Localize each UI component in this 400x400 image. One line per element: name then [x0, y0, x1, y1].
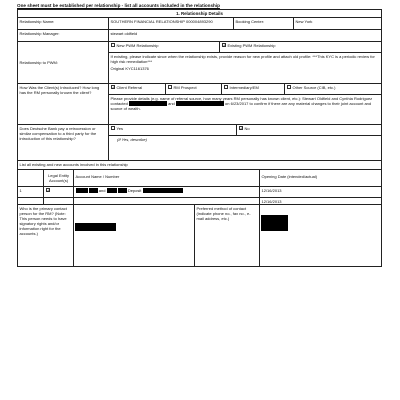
retrocession-content	[108, 125, 381, 160]
retro-no-checkbox[interactable]	[239, 126, 243, 130]
accounts-header-row	[18, 169, 381, 186]
introduced-label: How Was the Client(s) Introduced? How long has the RM personally known the client?	[19, 85, 100, 95]
redaction	[176, 101, 224, 106]
opening-date-cell: 12/16/2013	[259, 198, 381, 204]
opening-date-cell: 12/16/2013	[259, 187, 381, 197]
legal-entity-checkbox[interactable]	[46, 188, 50, 192]
retro-yes-option[interactable]	[109, 125, 236, 135]
retro-no-label: No	[244, 126, 250, 131]
booking-center-label: Booking Center:	[233, 18, 293, 29]
account-row-num: 1	[19, 188, 22, 193]
relationship-manager-label: Relationship Manager:	[19, 31, 60, 36]
accounts-intro: List all existing and new accounts involved in this relationship	[19, 162, 128, 167]
opening-date-header: Opening Date (intended/actual)	[259, 170, 381, 186]
preferred-contact-value	[259, 205, 381, 266]
existing-pwm-checkbox[interactable]	[222, 43, 226, 47]
intermediary-option[interactable]	[221, 84, 284, 94]
redaction	[90, 223, 102, 231]
redaction	[89, 188, 98, 193]
intermediary-checkbox[interactable]	[224, 85, 228, 89]
new-pwm-option[interactable]	[109, 42, 219, 52]
redaction	[261, 215, 288, 231]
retro-if-yes: (If Yes, describe)	[117, 137, 147, 142]
relationship-form	[17, 9, 382, 267]
account-name-cell	[73, 198, 259, 204]
booking-center-value: New York	[293, 18, 381, 29]
accounts-intro-row	[18, 160, 381, 169]
intermediary-label: Intermediary/EM	[229, 85, 259, 90]
account-and-text: and	[98, 188, 106, 193]
section-title: 1. Relationship Details	[176, 11, 223, 16]
legal-entity-cell	[43, 198, 73, 204]
intro-details-c: on 6/23/2017 to confirm if there are any material changes to their joint account and source of wealth.	[110, 101, 372, 112]
relationship-to-pwm-row	[18, 41, 381, 83]
retrocession-row	[18, 124, 381, 160]
client-referral-option[interactable]	[109, 84, 165, 94]
retro-no-option[interactable]	[236, 125, 381, 135]
pwm-instructions	[109, 53, 381, 83]
introduced-content	[108, 84, 381, 124]
other-source-checkbox[interactable]	[287, 85, 291, 89]
account-row-1	[18, 186, 381, 197]
new-pwm-checkbox[interactable]	[111, 43, 115, 47]
legal-entity-header: Legal Entity Account(s)	[43, 170, 73, 186]
existing-pwm-label: Existing PWM Relationship	[227, 43, 276, 48]
redaction	[102, 223, 116, 231]
relationship-to-pwm-label: Relationship to PWM:	[19, 60, 58, 65]
rm-prospect-option[interactable]	[165, 84, 221, 94]
relationship-manager-row	[18, 29, 381, 41]
client-referral-checkbox[interactable]	[111, 85, 115, 89]
relationship-name-value: SOUTHERN FINANCIAL RELATIONSHIP 000004893290	[108, 18, 233, 29]
section-title-row	[18, 10, 381, 17]
intro-details-b: and	[168, 101, 175, 106]
pwm-instructions-text: If existing, please indicate since when the relationship exists, provide reason for new profile and attach old profile: ***This KYC is a periodic review for high risk remediation***	[110, 54, 375, 64]
account-name-header: Account Name / Number	[73, 170, 259, 186]
redaction	[107, 188, 117, 193]
retro-options	[109, 125, 381, 136]
relationship-manager-value: stewart oldfield	[108, 30, 381, 41]
new-pwm-label: New PWM Relationship	[116, 43, 159, 48]
legal-entity-cell[interactable]	[43, 187, 73, 197]
intro-options	[109, 84, 381, 95]
redaction	[143, 188, 183, 193]
retrocession-label: Does Deutsche Bank pay a retrocession or similar compensation to a third party for the introduction of this relationship?	[19, 126, 97, 141]
redaction	[118, 188, 127, 193]
other-source-label: Other Source (CIB, etc.)	[292, 85, 336, 90]
pwm-original-text: Original KYC1161376	[110, 66, 149, 71]
contact-row	[18, 204, 381, 266]
account-row-num	[18, 198, 43, 204]
relationship-name-label: Relationship Name:	[19, 19, 55, 24]
account-row-2	[18, 197, 381, 204]
retro-yes-checkbox[interactable]	[111, 126, 115, 130]
client-referral-label: Client Referral	[116, 85, 143, 90]
primary-contact-label: Who is the primary contact person for the RM? (Note: This person needs to have signatory rights and/or information right for the accounts.)	[19, 206, 67, 236]
rm-prospect-label: RM Prospect	[173, 85, 197, 90]
intro-details-a: Please provide details (e.g. name of referral source, how many years RM personally has known client, etc.): Stewart Oldfield and Cynthia Rodriguez contacted	[110, 96, 373, 106]
header-note: One sheet must be established per relationship - list all accounts included in the relationship	[17, 3, 220, 8]
redaction	[75, 223, 90, 231]
accounts-num-header	[18, 170, 43, 186]
existing-pwm-option[interactable]	[219, 42, 381, 52]
primary-contact-value	[73, 205, 194, 266]
retro-yes-label: Yes	[116, 126, 124, 131]
other-source-option[interactable]	[284, 84, 381, 94]
redaction	[76, 188, 88, 193]
relationship-name-row	[18, 17, 381, 29]
intro-details	[109, 95, 381, 124]
introduced-row	[18, 83, 381, 124]
pwm-options	[109, 42, 381, 53]
relationship-to-pwm-content	[108, 42, 381, 83]
account-deposit-text: Deposit	[127, 188, 142, 193]
account-name-cell	[73, 187, 259, 197]
preferred-contact-label: Preferred method of contact (indicate phone no., fax no., e-mail address, etc.)	[194, 205, 259, 266]
rm-prospect-checkbox[interactable]	[168, 85, 172, 89]
